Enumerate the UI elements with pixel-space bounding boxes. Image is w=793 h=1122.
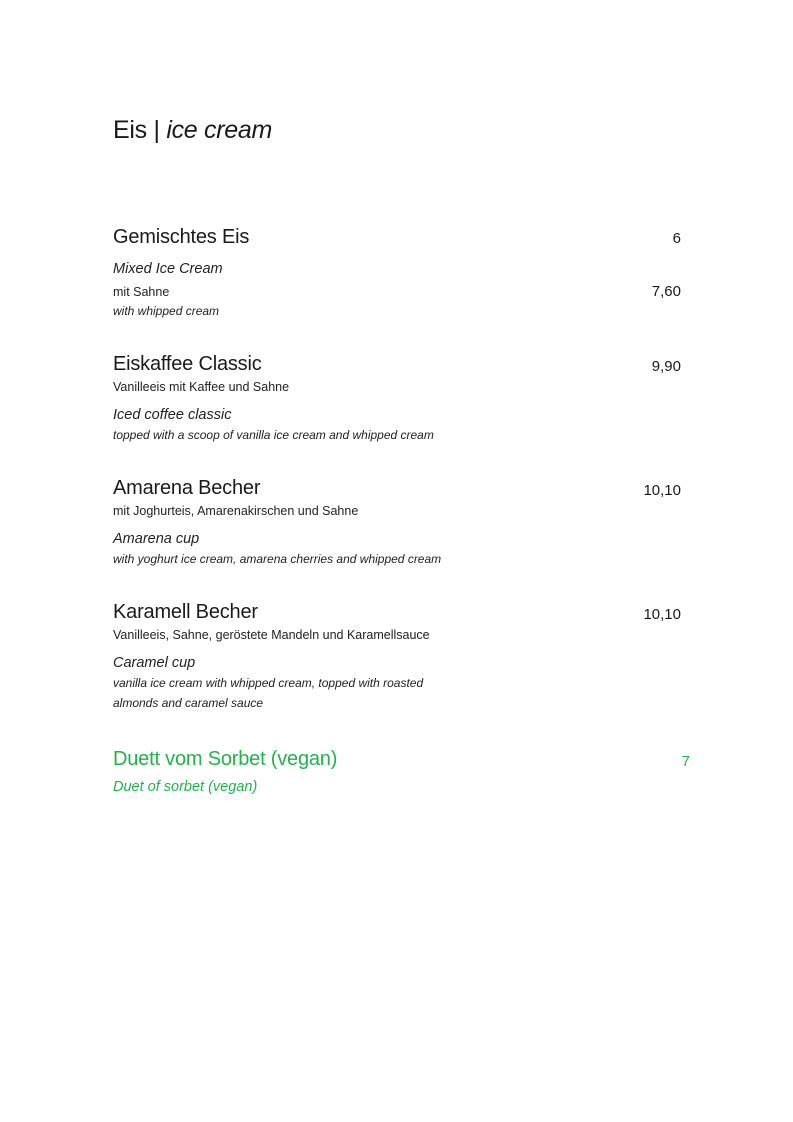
item-price-eiskaffee-classic: 9,90 [651, 358, 681, 375]
item-name-duett-sorbet: Duett vom Sorbet (vegan) [113, 748, 338, 770]
item-desc-en-amarena-cup: with yoghurt ice cream, amarena cherries and whipped cream [113, 552, 442, 566]
item-name-en-mixed-ice-cream: Mixed Ice Cream [113, 261, 223, 277]
item-price-amarena-becher: 10,10 [643, 482, 681, 499]
item-addon-en: with whipped cream [113, 304, 220, 318]
item-desc-en-iced-coffee: topped with a scoop of vanilla ice cream and whipped cream [113, 428, 434, 442]
item-price-duett-sorbet: 7 [681, 753, 690, 770]
item-price-karamell-becher: 10,10 [643, 606, 681, 623]
item-name-en-amarena-cup: Amarena cup [113, 531, 200, 547]
item-addon-price: 7,60 [651, 283, 681, 300]
item-name-amarena-becher: Amarena Becher [113, 477, 261, 499]
page-title-de: Eis | [113, 116, 160, 144]
item-addon-de: mit Sahne [113, 285, 170, 299]
page-title [113, 116, 272, 145]
item-name-en-iced-coffee: Iced coffee classic [113, 407, 232, 423]
item-desc-de-karamell: Vanilleeis, Sahne, geröstete Mandeln und Karamellsauce [113, 628, 430, 642]
item-name-en-caramel-cup: Caramel cup [113, 655, 196, 671]
item-desc-en-caramel-line1: vanilla ice cream with whipped cream, topped with roasted [113, 676, 424, 690]
item-price-gemischtes-eis: 6 [672, 230, 681, 247]
item-desc-de-amarena: mit Joghurteis, Amarenakirschen und Sahne [113, 504, 359, 518]
item-desc-de-eiskaffee: Vanilleeis mit Kaffee und Sahne [113, 380, 290, 394]
item-name-en-duet-sorbet: Duet of sorbet (vegan) [113, 779, 258, 795]
page-title-en: ice cream [166, 116, 272, 144]
item-name-karamell-becher: Karamell Becher [113, 601, 258, 623]
item-name-eiskaffee-classic: Eiskaffee Classic [113, 353, 262, 375]
item-desc-en-caramel-line2: almonds and caramel sauce [113, 696, 264, 710]
item-name-gemischtes-eis: Gemischtes Eis [113, 226, 250, 248]
